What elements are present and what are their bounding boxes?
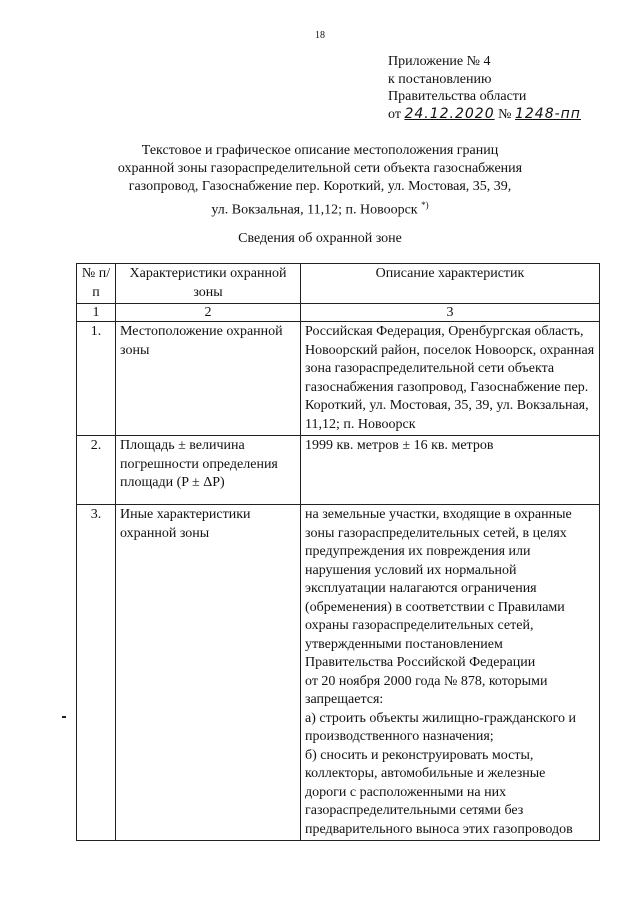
description-line: запрещается: — [305, 692, 384, 707]
handwritten-date: 24.12.2020 — [404, 105, 495, 122]
section-subtitle: Сведения об охранной зоне — [238, 231, 402, 246]
table-header-row — [77, 264, 600, 304]
description-line: дороги с расположенными на них — [305, 784, 507, 800]
description-line: охраны газораспределительных сетей, — [305, 618, 534, 633]
number-label: № — [498, 106, 512, 122]
description-line: производственного назначения; — [305, 729, 494, 744]
header-description: Описание характеристик — [301, 264, 600, 304]
document-title — [60, 142, 580, 220]
description-line: коллекторы, автомобильные и железные — [305, 766, 546, 781]
description-line: (обременения) в соответствии с Правилами — [305, 599, 565, 615]
table-row — [77, 322, 600, 436]
appendix-line-3: Правительства области — [388, 89, 527, 104]
title-line-3: газопровод, Газоснабжение пер. Короткий, ул. Мостовая, 35, 39, — [128, 179, 512, 194]
appendix-block — [388, 53, 581, 123]
description-line: зоны газораспределительных сетей, в целях — [305, 525, 567, 541]
table-row — [77, 436, 600, 505]
column-number-3: 3 — [301, 304, 600, 322]
appendix-line-2: к постановлению — [388, 71, 492, 87]
margin-mark — [62, 716, 66, 718]
appendix-date-line — [388, 106, 581, 124]
row-description: Российская Федерация, Оренбургская область, Новоорский район, поселок Новоорск, охранная зона газораспределительной сети объекта газоснабжения газопровод, Газоснабжение пер. Короткий, ул. Мостовая, 35, 39, ул. Вокзальная, 11,12; п. Новоорск — [301, 322, 600, 436]
page-number: 18 — [315, 30, 325, 41]
row-characteristic: Иные характеристики охранной зоны — [116, 505, 301, 841]
column-number-2: 2 — [116, 304, 301, 322]
zone-table — [76, 263, 600, 841]
description-line: газораспределительными сетями без — [305, 803, 524, 818]
row-number: 1. — [77, 322, 116, 436]
description-line: а) строить объекты жилищно-гражданского и — [305, 710, 576, 726]
description-line: б) сносить и реконструировать мосты, — [305, 747, 534, 763]
row-characteristic: Площадь ± величина погрешности определения площади (P ± ΔP) — [116, 436, 301, 505]
description-line: эксплуатации налагаются ограничения — [305, 581, 537, 596]
row-characteristic: Местоположение охранной зоны — [116, 322, 301, 436]
column-number-1: 1 — [77, 304, 116, 322]
footnote-mark: *) — [421, 200, 429, 210]
row-number: 3. — [77, 505, 116, 841]
table-column-numbers-row — [77, 304, 600, 322]
description-line: на земельные участки, входящие в охранные — [305, 507, 572, 522]
description-line: предварительного выноса этих газопроводов — [305, 821, 573, 837]
row-description: 1999 кв. метров ± 16 кв. метров — [301, 436, 600, 505]
description-line: нарушения условий их нормальной — [305, 562, 517, 578]
header-characteristic: Характеристики охранной зоны — [116, 264, 301, 304]
from-label: от — [388, 106, 401, 122]
title-line-2: охранной зоны газораспределительной сети объекта газоснабжения — [117, 161, 523, 176]
row-description — [301, 505, 600, 841]
description-line: предупреждения их повреждения или — [305, 544, 531, 559]
title-line-4-text: ул. Вокзальная, 11,12; п. Новоорск — [211, 202, 418, 218]
description-line: от 20 ноября 2000 года № 878, которыми — [305, 673, 548, 689]
handwritten-number: 1248-пп — [514, 105, 581, 122]
title-line-4 — [60, 196, 580, 220]
header-number: № п/п — [77, 264, 116, 304]
table-row — [77, 505, 600, 841]
description-line: Правительства Российской Федерации — [305, 655, 536, 670]
row-number: 2. — [77, 436, 116, 505]
title-line-1: Текстовое и графическое описание местоположения границ — [141, 143, 499, 158]
description-line: утвержденными постановлением — [305, 636, 503, 652]
appendix-title: Приложение № 4 — [388, 54, 491, 69]
